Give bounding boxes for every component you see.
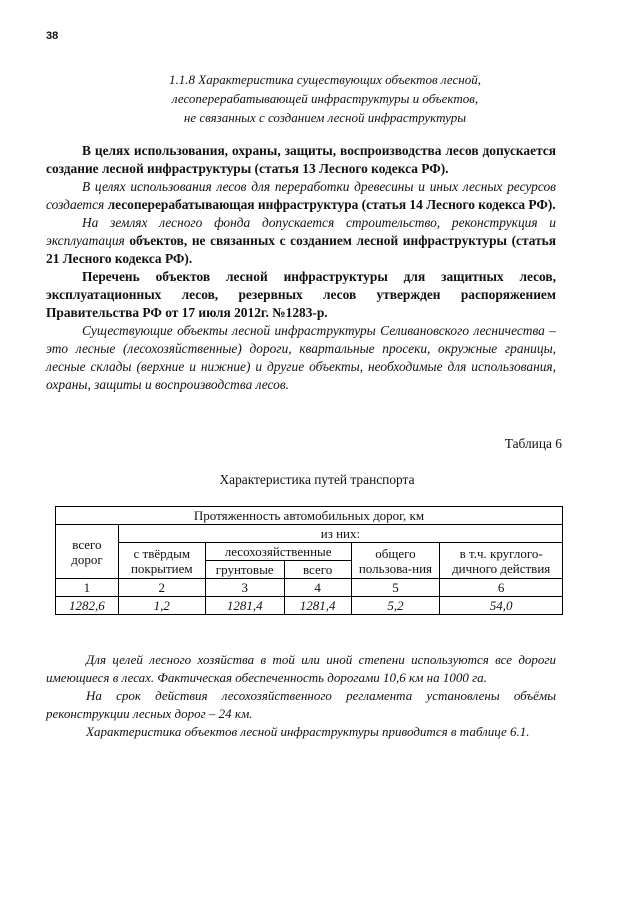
paragraph-text: объектов, не связанных с созданием лесной инфраструктуры (статья 21 Лесного кодекса РФ).: [46, 233, 556, 266]
table-caption: Характеристика путей транспорта: [219, 472, 415, 487]
header-total-roads: всего дорог: [56, 525, 119, 579]
table-label: Таблица 6: [504, 436, 562, 451]
header-of-them: из них:: [118, 525, 562, 543]
table-cell: 1281,4: [205, 597, 284, 615]
table-cell: 4: [284, 579, 351, 597]
paragraph-road-usage: Для целей лесного хозяйства в той или иной степени используются все дороги имеющиеся в лесах. Фактическая обеспеченность дорогами 10,6 км на 1000 га.: [46, 652, 556, 685]
paragraph-objects-list: [46, 268, 556, 322]
table-value-row: [56, 597, 563, 615]
paragraph-processing-infrastructure: [46, 178, 556, 214]
table-header-row: [56, 543, 563, 561]
paragraph-forest-infrastructure: [46, 142, 556, 178]
table-cell: 54,0: [440, 597, 563, 615]
table-header-row: [56, 525, 563, 543]
roads-table: [55, 506, 563, 615]
section-title: [60, 70, 590, 127]
table-cell: 5,2: [351, 597, 440, 615]
paragraph-text: В целях использования, охраны, защиты, воспроизводства лесов допускается создание лесной инфраструктуры (статья 13 Лесного кодекса РФ).: [46, 143, 556, 176]
table-header-row: [56, 507, 563, 525]
header-public-use: общего пользова-ния: [351, 543, 440, 579]
section-title-line: не связанных с созданием лесной инфраструктуры: [183, 110, 467, 125]
paragraph-text: Перечень объектов лесной инфраструктуры для защитных лесов, эксплуатационных лесов, резервных лесов утвержден распоряжением Правительства РФ от 17 июля 2012г. №1283-р.: [46, 269, 556, 320]
header-dirt: грунтовые: [205, 561, 284, 579]
header-main: Протяженность автомобильных дорог, км: [56, 507, 563, 525]
table-cell: 1282,6: [56, 597, 119, 615]
table-cell: 1,2: [118, 597, 205, 615]
section-title-line: 1.1.8 Характеристика существующих объектов лесной,: [169, 72, 481, 87]
table-cell: 5: [351, 579, 440, 597]
paragraph-table-reference: Характеристика объектов лесной инфраструктуры приводится в таблице 6.1.: [86, 724, 530, 739]
table-number-row: [56, 579, 563, 597]
section-title-line: лесоперерабатывающей инфраструктуры и объектов,: [171, 91, 479, 106]
header-hard-surface: с твёрдым покрытием: [118, 543, 205, 579]
table-cell: 1: [56, 579, 119, 597]
header-forestry-total: всего: [284, 561, 351, 579]
paragraph-reconstruction: На срок действия лесохозяйственного регламента установлены объёмы реконструкции лесных дорог – 24 км.: [46, 688, 556, 721]
paragraph-text: Существующие объекты лесной инфраструктуры Селивановского лесничества – это лесные (лесохозяйственные) дороги, квартальные просеки, окружные границы, лесные склады (верхние и нижние) и другие объекты, необходимые для использования, охраны, защиты и воспроизводства лесов.: [46, 323, 556, 392]
paragraph-text: лесоперерабатывающая инфраструктура (статья 14 Лесного кодекса РФ).: [107, 197, 556, 212]
page-number: 38: [46, 30, 59, 42]
table-cell: 2: [118, 579, 205, 597]
header-forestry: лесохозяйственные: [205, 543, 351, 561]
header-year-round: в т.ч. круглого-дичного действия: [440, 543, 563, 579]
table-cell: 1281,4: [284, 597, 351, 615]
table-cell: 3: [205, 579, 284, 597]
after-table-text: [46, 651, 556, 741]
paragraph-text: На землях лесного фонда допускается строительство, реконструкция и эксплуатация: [46, 215, 556, 248]
table-cell: 6: [440, 579, 563, 597]
paragraph-non-forest-objects: [46, 214, 556, 268]
paragraph-text: В целях использования лесов для переработки древесины и иных лесных ресурсов создается: [46, 179, 556, 212]
body-text: [46, 142, 556, 394]
paragraph-existing-objects: [46, 322, 556, 394]
